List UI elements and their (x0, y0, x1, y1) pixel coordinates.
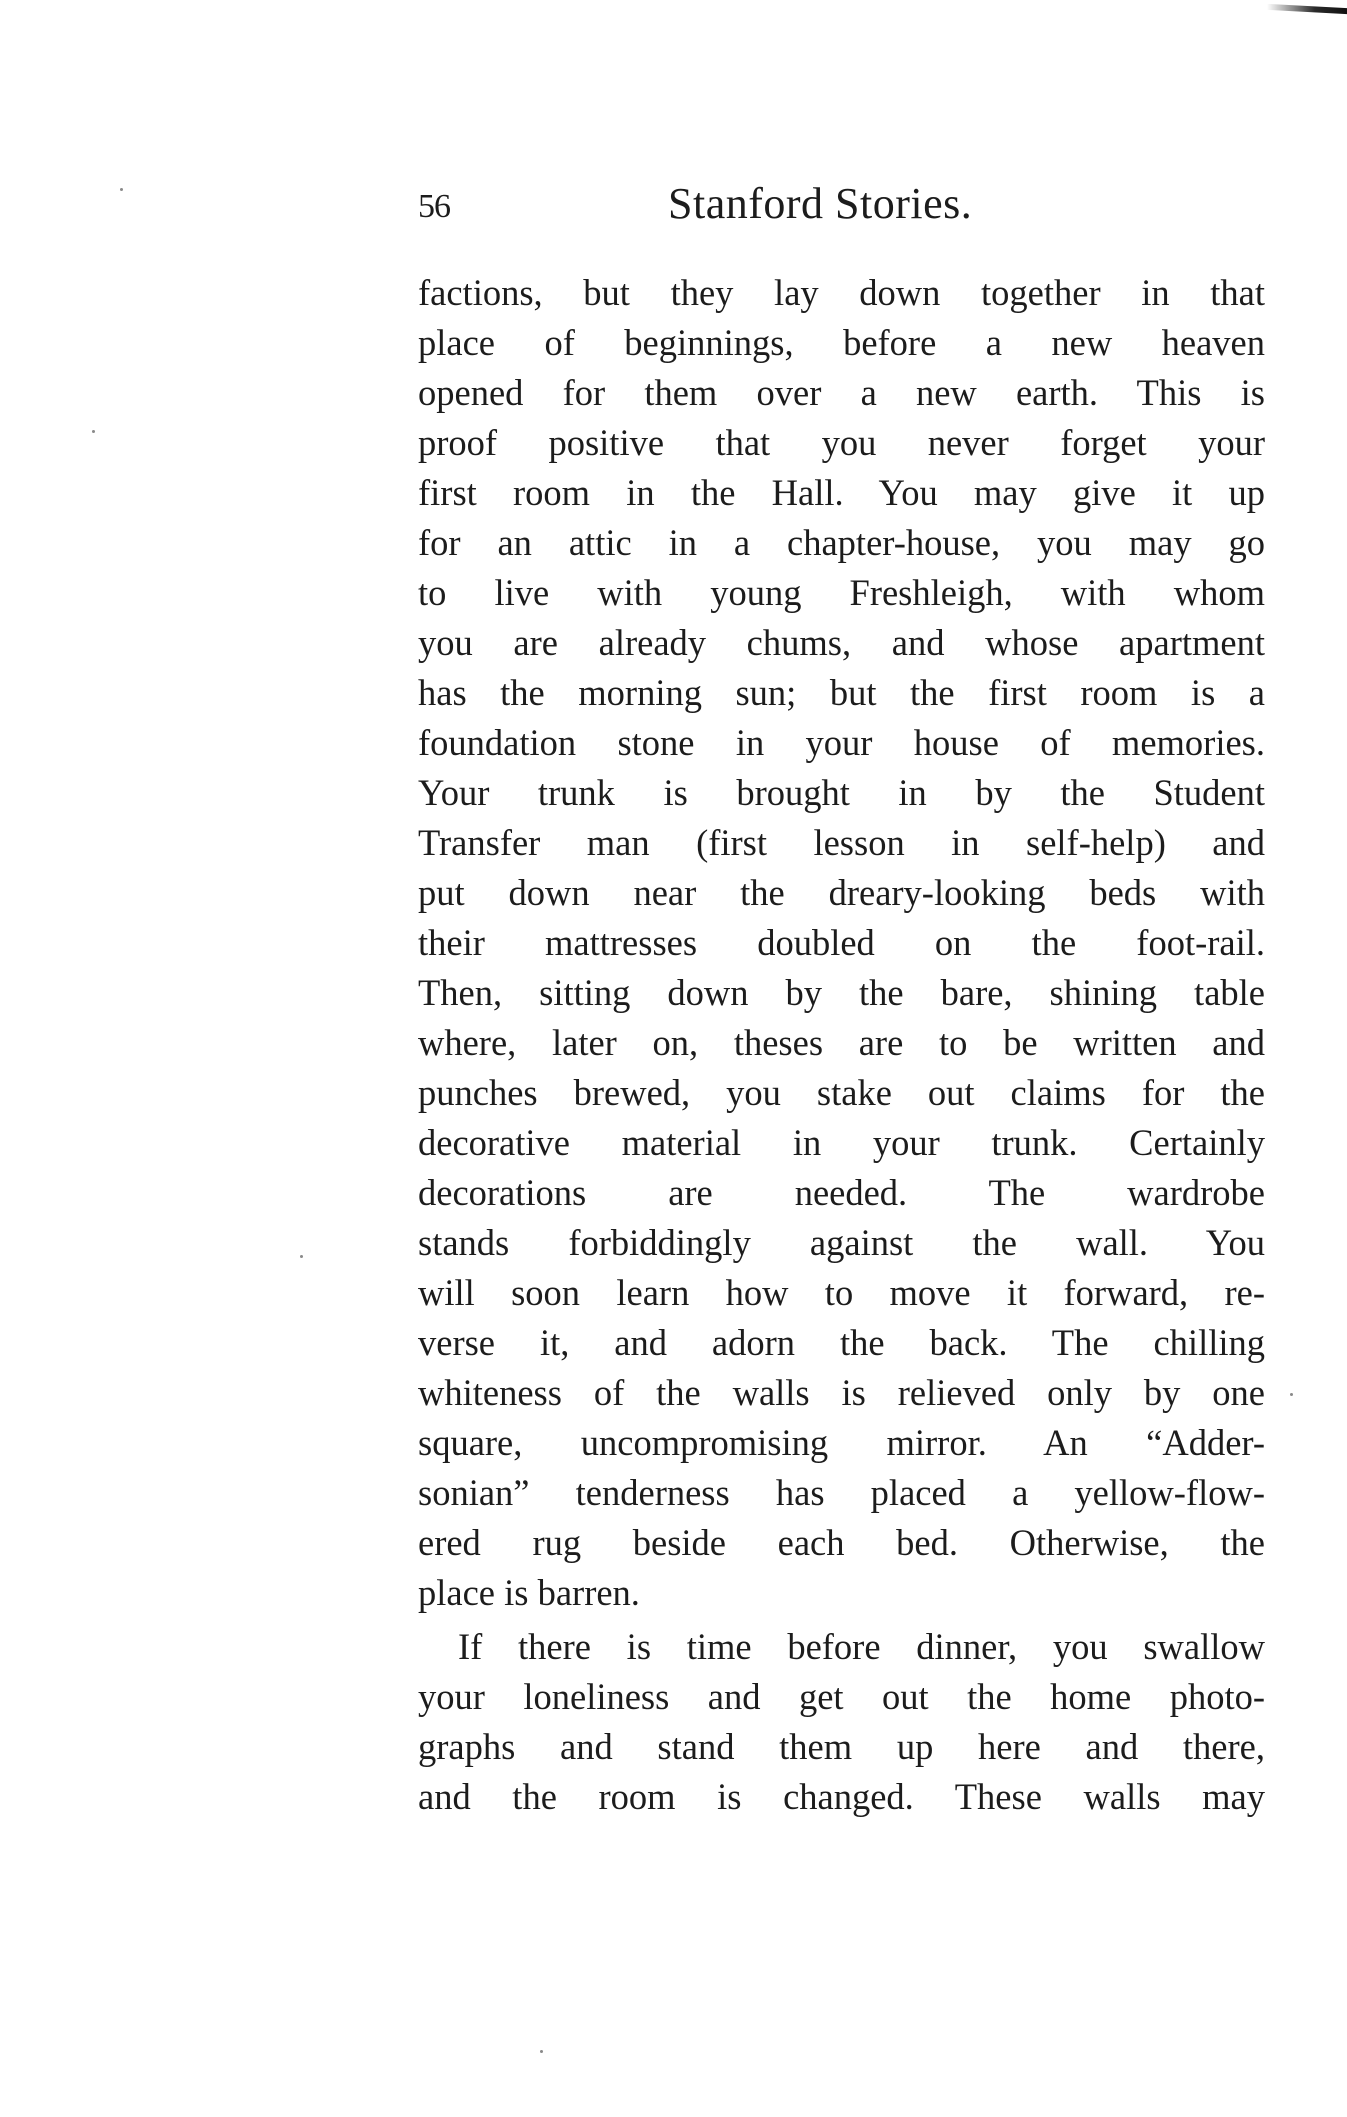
text-line: stands forbiddingly against the wall. You (418, 1222, 1265, 1263)
paragraph (418, 268, 1265, 1618)
text-line: opened for them over a new earth. This is (418, 372, 1265, 413)
body-text (418, 268, 1265, 1822)
text-line: If there is time before dinner, you swallow (458, 1626, 1265, 1667)
text-line: factions, but they lay down together in that (418, 272, 1265, 313)
text-line: place is barren. (418, 1572, 640, 1613)
text-line: proof positive that you never forget your (418, 422, 1265, 463)
text-line: whiteness of the walls is relieved only by one (418, 1372, 1265, 1413)
text-line: to live with young Freshleigh, with whom (418, 572, 1265, 613)
text-line: Your trunk is brought in by the Student (418, 772, 1265, 813)
text-line: and the room is changed. These walls may (418, 1776, 1265, 1817)
scan-edge-mark (1267, 4, 1347, 14)
page-header (418, 178, 1268, 238)
text-line: first room in the Hall. You may give it up (418, 472, 1265, 513)
paper-speck (300, 1255, 303, 1258)
text-line: square, uncompromising mirror. An “Adder- (418, 1422, 1265, 1463)
paper-speck (1290, 1393, 1293, 1396)
paper-speck (540, 2050, 543, 2053)
text-line: graphs and stand them up here and there, (418, 1726, 1265, 1767)
text-line: their mattresses doubled on the foot-rail. (418, 922, 1265, 963)
text-line: for an attic in a chapter-house, you may go (418, 522, 1265, 563)
text-line: Transfer man (first lesson in self-help) and (418, 822, 1265, 863)
text-line: where, later on, theses are to be written and (418, 1022, 1265, 1063)
text-line: verse it, and adorn the back. The chilling (418, 1322, 1265, 1363)
text-line: decorative material in your trunk. Certainly (418, 1122, 1265, 1163)
text-line: sonian” tenderness has placed a yellow-flow- (418, 1472, 1265, 1513)
text-line: you are already chums, and whose apartment (418, 622, 1265, 663)
text-line: put down near the dreary-looking beds with (418, 872, 1265, 913)
page-number: 56 (418, 188, 450, 225)
text-line: ered rug beside each bed. Otherwise, the (418, 1522, 1265, 1563)
paper-speck (92, 430, 95, 433)
text-line: place of beginnings, before a new heaven (418, 322, 1265, 363)
paper-speck (120, 188, 123, 191)
text-line: your loneliness and get out the home photo- (418, 1676, 1265, 1717)
text-line: punches brewed, you stake out claims for the (418, 1072, 1265, 1113)
running-head: Stanford Stories. (668, 179, 973, 228)
text-line: decorations are needed. The wardrobe (418, 1172, 1265, 1213)
text-line: will soon learn how to move it forward, re- (418, 1272, 1265, 1313)
text-line: Then, sitting down by the bare, shining table (418, 972, 1265, 1013)
text-line: foundation stone in your house of memories. (418, 722, 1265, 763)
paragraph (418, 1622, 1265, 1822)
text-line: has the morning sun; but the first room is a (418, 672, 1265, 713)
